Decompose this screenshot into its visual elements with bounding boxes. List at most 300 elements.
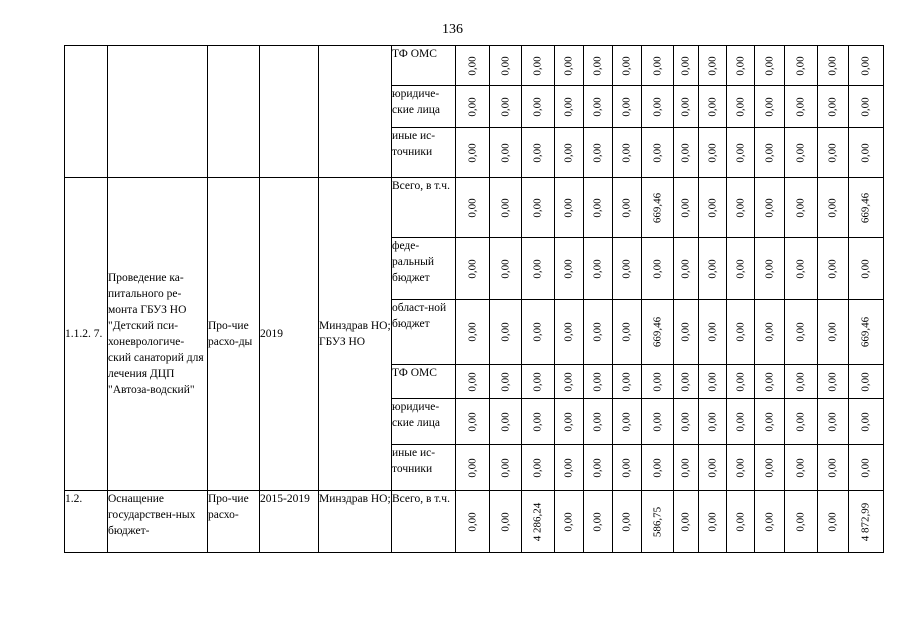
value-text: 0,00	[499, 371, 511, 392]
page-number: 136	[442, 22, 463, 37]
value-text: 0,00	[859, 457, 872, 478]
value-text: 0,00	[706, 511, 718, 532]
value-cell	[849, 238, 884, 300]
value-text: 0,00	[679, 96, 692, 117]
value-text: 0,00	[620, 258, 633, 279]
value-cell	[674, 238, 699, 300]
value-text: 0,00	[466, 55, 478, 76]
value-cell	[642, 300, 674, 365]
measure-name-cell: Оснащение государствен-ных бюджет-	[108, 491, 208, 553]
value-text: 0,00	[679, 457, 692, 478]
value-text: 0,00	[706, 411, 718, 432]
value-text: 0,00	[651, 142, 663, 163]
value-text: 0,00	[679, 55, 692, 76]
value-cell	[699, 86, 727, 128]
value-cell	[555, 365, 584, 399]
value-cell	[674, 300, 699, 365]
table-row	[65, 178, 884, 238]
value-cell	[699, 128, 727, 178]
value-text: 0,00	[794, 55, 807, 76]
value-text: 0,00	[466, 457, 478, 478]
value-cell	[555, 238, 584, 300]
expense-type-cell: Про-чие расхо-ды	[208, 178, 260, 491]
value-text: 0,00	[651, 457, 663, 478]
value-cell	[456, 178, 490, 238]
value-text: 0,00	[466, 258, 478, 279]
value-cell	[522, 491, 555, 553]
value-text: 0,00	[651, 258, 663, 279]
row-code-cell: 1.2.	[65, 491, 108, 553]
value-cell	[522, 365, 555, 399]
value-text: 0,00	[651, 55, 663, 76]
value-text: 0,00	[826, 258, 839, 279]
value-text: 0,00	[859, 96, 872, 117]
years-cell: 2015-2019	[260, 491, 319, 553]
value-cell	[456, 491, 490, 553]
value-text: 0,00	[859, 55, 872, 76]
value-text: 0,00	[679, 142, 692, 163]
value-text: 0,00	[531, 197, 544, 218]
value-text: 0,00	[826, 197, 839, 218]
value-text: 0,00	[591, 322, 604, 342]
value-text: 0,00	[794, 96, 807, 117]
value-cell	[642, 445, 674, 491]
value-text: 0,00	[826, 511, 839, 532]
value-cell	[522, 399, 555, 445]
value-cell	[490, 365, 522, 399]
value-text: 0,00	[794, 511, 807, 532]
value-text: 0,00	[620, 411, 633, 432]
value-cell	[699, 399, 727, 445]
value-cell	[613, 365, 642, 399]
value-text: 0,00	[859, 258, 872, 279]
value-text: 0,00	[706, 197, 718, 218]
value-text: 0,00	[591, 457, 604, 478]
value-text: 0,00	[679, 511, 692, 532]
value-text: 0,00	[763, 322, 775, 342]
value-cell	[490, 178, 522, 238]
value-cell	[674, 491, 699, 553]
value-cell	[613, 491, 642, 553]
value-text: 0,00	[562, 322, 575, 342]
value-text: 0,00	[591, 258, 604, 279]
value-cell	[818, 300, 849, 365]
value-text: 669,46	[651, 316, 663, 348]
value-cell	[490, 86, 522, 128]
table-row	[65, 46, 884, 86]
value-cell	[849, 86, 884, 128]
value-cell	[674, 128, 699, 178]
value-cell	[849, 46, 884, 86]
value-text: 0,00	[562, 142, 575, 163]
funding-source-cell: област-ной бюджет	[392, 300, 456, 365]
value-text: 0,00	[734, 411, 746, 432]
value-text: 0,00	[651, 371, 663, 392]
value-text: 0,00	[499, 511, 511, 532]
value-cell	[642, 86, 674, 128]
value-text: 0,00	[499, 258, 511, 279]
value-cell	[642, 178, 674, 238]
value-cell	[642, 491, 674, 553]
value-text: 0,00	[763, 55, 775, 76]
value-text: 0,00	[499, 322, 511, 342]
table-row	[65, 491, 884, 553]
value-text: 0,00	[763, 371, 775, 392]
value-cell	[456, 399, 490, 445]
value-cell	[613, 238, 642, 300]
value-cell	[456, 128, 490, 178]
value-text: 0,00	[679, 258, 692, 279]
value-text: 0,00	[734, 258, 746, 279]
value-cell	[613, 128, 642, 178]
value-text: 669,46	[651, 192, 663, 223]
value-cell	[755, 399, 785, 445]
value-text: 0,00	[794, 411, 807, 432]
value-text: 0,00	[859, 411, 872, 432]
value-cell	[699, 238, 727, 300]
value-text: 0,00	[826, 371, 839, 392]
value-cell	[584, 86, 613, 128]
value-cell	[613, 300, 642, 365]
value-text: 0,00	[734, 511, 746, 532]
value-cell	[613, 399, 642, 445]
value-cell	[755, 238, 785, 300]
value-text: 0,00	[763, 411, 775, 432]
value-text: 0,00	[794, 142, 807, 163]
value-cell	[642, 46, 674, 86]
value-text: 0,00	[826, 457, 839, 478]
value-text: 0,00	[826, 411, 839, 432]
value-cell	[818, 128, 849, 178]
value-text: 0,00	[651, 411, 663, 432]
value-cell	[785, 86, 818, 128]
expense-type-cell: Про-чие расхо-	[208, 491, 260, 553]
value-text: 0,00	[734, 322, 746, 342]
value-cell	[674, 178, 699, 238]
value-cell	[613, 445, 642, 491]
value-text: 0,00	[734, 197, 746, 218]
value-text: 0,00	[826, 142, 839, 163]
value-cell	[522, 178, 555, 238]
value-cell	[674, 86, 699, 128]
value-cell	[785, 445, 818, 491]
executor-cell: Минздрав НО;	[319, 491, 392, 553]
value-text: 0,00	[706, 258, 718, 279]
funding-source-cell: юридиче-ские лица	[392, 399, 456, 445]
value-text: 0,00	[531, 258, 544, 279]
value-cell	[785, 128, 818, 178]
value-text: 4 286,24	[531, 502, 544, 541]
executor-cell	[319, 46, 392, 178]
value-cell	[755, 300, 785, 365]
value-cell	[584, 491, 613, 553]
value-cell	[490, 128, 522, 178]
value-text: 0,00	[706, 322, 718, 342]
value-cell	[555, 399, 584, 445]
value-cell	[727, 445, 755, 491]
value-cell	[755, 86, 785, 128]
value-cell	[642, 365, 674, 399]
value-cell	[727, 399, 755, 445]
value-text: 0,00	[531, 142, 544, 163]
value-cell	[727, 491, 755, 553]
value-cell	[456, 46, 490, 86]
value-cell	[642, 399, 674, 445]
value-text: 0,00	[531, 55, 544, 76]
value-text: 0,00	[763, 457, 775, 478]
value-cell	[727, 178, 755, 238]
value-text: 0,00	[763, 258, 775, 279]
value-cell	[490, 399, 522, 445]
value-cell	[456, 445, 490, 491]
value-cell	[699, 46, 727, 86]
funding-source-cell: Всего, в т.ч.	[392, 178, 456, 238]
value-text: 0,00	[794, 258, 807, 279]
value-cell	[584, 445, 613, 491]
value-text: 0,00	[620, 322, 633, 342]
value-text: 0,00	[620, 142, 633, 163]
value-text: 0,00	[591, 142, 604, 163]
value-cell	[490, 300, 522, 365]
value-cell	[490, 445, 522, 491]
value-text: 0,00	[826, 96, 839, 117]
value-text: 0,00	[794, 457, 807, 478]
years-cell: 2019	[260, 178, 319, 491]
value-text: 0,00	[466, 96, 478, 117]
value-cell	[755, 365, 785, 399]
value-text: 0,00	[706, 142, 718, 163]
value-text: 0,00	[562, 511, 575, 532]
value-cell	[785, 46, 818, 86]
value-text: 0,00	[706, 371, 718, 392]
value-cell	[849, 300, 884, 365]
value-text: 0,00	[620, 511, 633, 532]
value-cell	[727, 365, 755, 399]
value-cell	[755, 491, 785, 553]
value-cell	[555, 300, 584, 365]
value-cell	[642, 128, 674, 178]
value-text: 0,00	[531, 371, 544, 392]
value-cell	[727, 238, 755, 300]
value-cell	[584, 46, 613, 86]
value-cell	[755, 178, 785, 238]
value-cell	[613, 46, 642, 86]
value-text: 0,00	[826, 55, 839, 76]
value-cell	[456, 300, 490, 365]
funding-source-cell: иные ис-точники	[392, 128, 456, 178]
value-text: 0,00	[591, 371, 604, 392]
value-cell	[456, 365, 490, 399]
value-cell	[699, 445, 727, 491]
value-text: 0,00	[562, 258, 575, 279]
executor-cell: Минздрав НО; ГБУЗ НО	[319, 178, 392, 491]
value-cell	[522, 128, 555, 178]
value-cell	[699, 300, 727, 365]
value-text: 0,00	[499, 142, 511, 163]
value-cell	[584, 178, 613, 238]
value-cell	[522, 238, 555, 300]
value-cell	[727, 46, 755, 86]
value-cell	[818, 365, 849, 399]
value-text: 0,00	[679, 197, 692, 218]
value-text: 0,00	[734, 55, 746, 76]
budget-table	[64, 45, 884, 553]
value-cell	[613, 86, 642, 128]
value-cell	[555, 128, 584, 178]
value-cell	[785, 399, 818, 445]
value-cell	[522, 445, 555, 491]
value-cell	[818, 491, 849, 553]
expense-type-cell	[208, 46, 260, 178]
value-text: 0,00	[763, 96, 775, 117]
value-text: 0,00	[734, 371, 746, 392]
value-cell	[785, 491, 818, 553]
funding-source-cell: юридиче-ские лица	[392, 86, 456, 128]
funding-source-cell: ТФ ОМС	[392, 365, 456, 399]
value-text: 0,00	[531, 96, 544, 117]
funding-source-cell: ТФ ОМС	[392, 46, 456, 86]
row-code-cell	[65, 46, 108, 178]
value-cell	[674, 445, 699, 491]
value-cell	[555, 46, 584, 86]
value-text: 0,00	[562, 197, 575, 218]
value-cell	[522, 46, 555, 86]
value-text: 0,00	[466, 511, 478, 532]
measure-name-cell: Проведение ка-питального ре-монта ГБУЗ НО "Детский пси-хоневрологиче-ский санаторий для лечения ДЦП "Автоза-водский"	[108, 178, 208, 491]
value-cell	[456, 238, 490, 300]
value-cell	[755, 46, 785, 86]
value-text: 0,00	[499, 411, 511, 432]
value-text: 0,00	[591, 55, 604, 76]
value-text: 0,00	[679, 411, 692, 432]
value-text: 0,00	[763, 511, 775, 532]
value-text: 4 872,99	[859, 502, 872, 541]
value-text: 586,75	[651, 506, 663, 537]
value-text: 0,00	[499, 457, 511, 478]
value-cell	[699, 365, 727, 399]
value-cell	[699, 178, 727, 238]
value-cell	[456, 86, 490, 128]
value-cell	[755, 445, 785, 491]
value-cell	[674, 399, 699, 445]
value-cell	[584, 300, 613, 365]
value-text: 0,00	[591, 96, 604, 117]
value-cell	[584, 365, 613, 399]
value-text: 0,00	[651, 96, 663, 117]
value-cell	[849, 365, 884, 399]
value-cell	[584, 399, 613, 445]
measure-name-cell	[108, 46, 208, 178]
value-cell	[818, 238, 849, 300]
value-text: 0,00	[466, 197, 478, 218]
value-text: 0,00	[734, 457, 746, 478]
value-text: 0,00	[763, 197, 775, 218]
value-cell	[785, 178, 818, 238]
value-cell	[755, 128, 785, 178]
value-cell	[849, 399, 884, 445]
value-text: 0,00	[499, 55, 511, 76]
value-cell	[818, 399, 849, 445]
value-cell	[584, 128, 613, 178]
value-text: 0,00	[466, 371, 478, 392]
value-text: 0,00	[859, 142, 872, 163]
value-cell	[785, 238, 818, 300]
value-cell	[490, 491, 522, 553]
row-code-cell: 1.1.2. 7.	[65, 178, 108, 491]
value-text: 0,00	[620, 371, 633, 392]
funding-source-cell: иные ис-точники	[392, 445, 456, 491]
value-cell	[613, 178, 642, 238]
value-cell	[642, 238, 674, 300]
value-text: 0,00	[826, 322, 839, 342]
value-cell	[555, 178, 584, 238]
value-cell	[555, 445, 584, 491]
value-cell	[849, 128, 884, 178]
value-text: 0,00	[734, 142, 746, 163]
value-cell	[490, 46, 522, 86]
value-text: 0,00	[466, 322, 478, 342]
value-text: 0,00	[499, 197, 511, 218]
value-text: 669,46	[859, 316, 872, 348]
value-text: 0,00	[531, 411, 544, 432]
value-text: 0,00	[794, 371, 807, 392]
value-text: 0,00	[706, 457, 718, 478]
value-cell	[674, 365, 699, 399]
value-cell	[674, 46, 699, 86]
value-text: 0,00	[531, 322, 544, 342]
value-text: 0,00	[466, 411, 478, 432]
value-cell	[818, 46, 849, 86]
value-cell	[555, 491, 584, 553]
value-text: 0,00	[562, 96, 575, 117]
value-cell	[727, 86, 755, 128]
value-text: 0,00	[531, 457, 544, 478]
value-text: 0,00	[466, 142, 478, 163]
value-cell	[849, 491, 884, 553]
value-text: 0,00	[706, 55, 718, 76]
value-cell	[785, 300, 818, 365]
value-text: 0,00	[859, 371, 872, 392]
value-text: 0,00	[562, 55, 575, 76]
value-text: 669,46	[859, 192, 872, 223]
value-cell	[490, 238, 522, 300]
value-text: 0,00	[620, 457, 633, 478]
value-text: 0,00	[562, 411, 575, 432]
value-text: 0,00	[620, 55, 633, 76]
value-text: 0,00	[591, 411, 604, 432]
value-text: 0,00	[562, 371, 575, 392]
value-text: 0,00	[562, 457, 575, 478]
value-text: 0,00	[734, 96, 746, 117]
value-cell	[849, 445, 884, 491]
value-cell	[584, 238, 613, 300]
value-text: 0,00	[679, 371, 692, 392]
value-text: 0,00	[794, 197, 807, 218]
value-text: 0,00	[679, 322, 692, 342]
value-text: 0,00	[794, 322, 807, 342]
value-cell	[818, 445, 849, 491]
value-cell	[785, 365, 818, 399]
years-cell	[260, 46, 319, 178]
value-cell	[522, 300, 555, 365]
value-cell	[522, 86, 555, 128]
value-cell	[727, 300, 755, 365]
value-text: 0,00	[763, 142, 775, 163]
value-text: 0,00	[620, 96, 633, 117]
value-cell	[699, 491, 727, 553]
value-cell	[818, 86, 849, 128]
value-text: 0,00	[591, 511, 604, 532]
